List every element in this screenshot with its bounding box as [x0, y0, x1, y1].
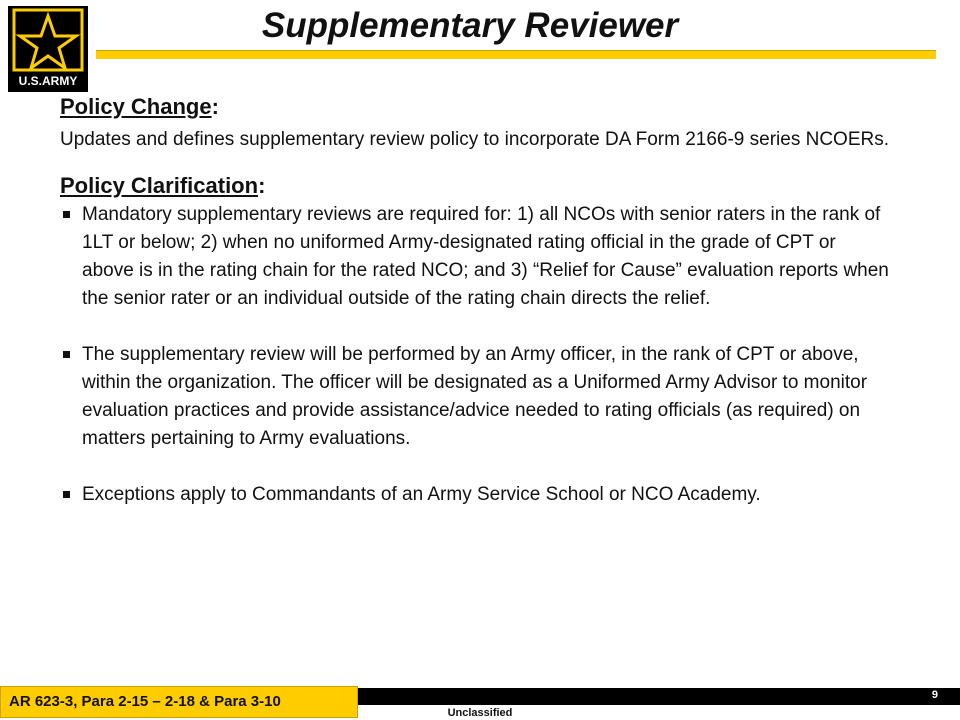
list-item — [60, 201, 890, 313]
footer-reference: AR 623-3, Para 2-15 – 2-18 & Para 3-10 — [0, 686, 358, 718]
policy-change-heading-colon: : — [211, 94, 219, 119]
slide-content — [60, 92, 890, 537]
policy-change-text: Updates and defines supplementary review policy to incorporate DA Form 2166-9 series NCOERs. — [60, 129, 889, 150]
list-item — [60, 481, 890, 509]
policy-clarification-heading-colon: : — [258, 173, 266, 198]
bullet-icon — [63, 491, 70, 498]
title-rule — [96, 50, 936, 59]
policy-clarification-heading — [60, 171, 890, 201]
page-number: 9 — [931, 689, 938, 701]
bullet-text: Exceptions apply to Commandants of an Army Service School or NCO Academy. — [82, 484, 761, 505]
policy-change-heading — [60, 92, 890, 122]
policy-change-heading-text: Policy Change — [60, 94, 212, 119]
bullet-icon — [63, 351, 70, 358]
army-star-icon — [8, 6, 88, 76]
classification-label: Unclassified — [447, 707, 513, 719]
policy-clarification-list — [60, 201, 890, 509]
list-item — [60, 341, 890, 453]
bullet-text: The supplementary review will be performed by an Army officer, in the rank of CPT or above, within the organization. The officer will be designated as a Uniformed Army Advisor to monitor evaluation practices and provide assistance/advice needed to rating officials (as required) on matters pertaining to Army evaluations. — [82, 344, 868, 449]
bullet-text: Mandatory supplementary reviews are required for: 1) all NCOs with senior raters in the rank of 1LT or below; 2) when no uniformed Army-designated rating official in the grade of CPT or above is in the rating chain for the rated NCO; and 3) “Relief for Cause” evaluation reports when the senior rater or an individual outside of the rating chain directs the relief. — [82, 204, 889, 309]
army-logo — [8, 6, 88, 92]
page-title: Supplementary Reviewer — [261, 6, 679, 45]
logo-text: U.S.ARMY — [18, 74, 78, 88]
bullet-icon — [63, 211, 70, 218]
policy-clarification-heading-text: Policy Clarification — [60, 173, 259, 198]
